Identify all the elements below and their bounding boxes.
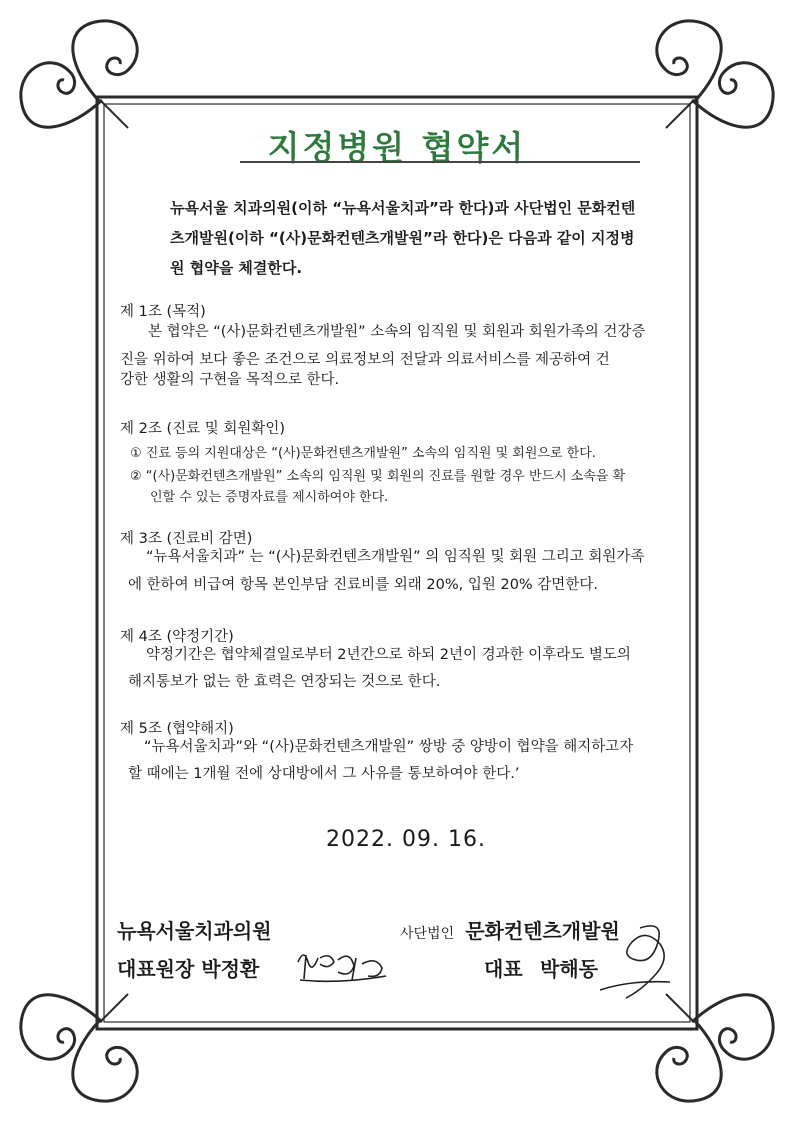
article-1-line-3: 강한 생활의 구현을 목적으로 한다. [120,372,340,388]
title-underline [240,161,640,163]
intro-line-2: 츠개발원(이하 “(사)문화컨텐츠개발원”라 한다)은 다음과 같이 지정병 [170,229,635,247]
document-title: 지정병원 협약서 [267,128,527,167]
article-4-line-2: 해지통보가 없는 한 효력은 연장되는 것으로 한다. [128,674,441,690]
intro-line-3: 원 협약을 체결한다. [170,259,303,277]
corner-ornament-top-left [21,21,137,128]
handwritten-signature-1 [298,955,386,981]
article-3-line-2: 에 한하여 비급여 항목 본인부담 진료비를 외래 20%, 입원 20% 감면한다. [128,577,598,593]
article-4-heading: 제 4조 (약정기간) [120,629,234,645]
party2-prefix: 사단법인 [400,926,455,942]
party2-organization: 문화컨텐츠개발원 [465,919,620,943]
article-3-heading: 제 3조 (진료비 감면) [120,531,253,547]
corner-ornament-top-right [657,21,773,128]
article-1-heading: 제 1조 (목적) [120,304,206,320]
article-5-line-2: 할 때에는 1개월 전에 상대방에서 그 사유를 통보하여야 한다.’ [128,766,520,782]
article-5-heading: 제 5조 (협약해지) [120,721,234,737]
party2-rep-name: 박해동 [540,957,598,981]
party2-organization-block [400,915,620,944]
article-5-line-1: “뉴욕서울치과”와 “(사)문화컨텐츠개발원” 쌍방 중 양방이 협약을 해지하고자 [144,739,634,755]
article-1-line-1: 본 협약은 “(사)문화컨텐츠개발원” 소속의 임직원 및 회원과 회원가족의 건강증 [148,324,646,340]
party1-organization: 뉴욕서울치과의원 [117,919,272,943]
article-4-line-1: 약정기간은 협약체결일로부터 2년간으로 하되 2년이 경과한 이후라도 별도의 [146,647,631,663]
article-2-line-3: 인할 수 있는 증명자료를 제시하여야 한다. [150,490,389,505]
article-2-line-1: ① 진료 등의 지원대상은 “(사)문화컨텐츠개발원” 소속의 임직원 및 회원으로 한다. [130,446,596,461]
party2-rep-title: 대표 [484,957,523,981]
intro-line-1: 뉴욕서울 치과의원(이하 “뉴욕서울치과”라 한다)과 사단법인 문화컨텐 [170,199,636,217]
party1-representative: 대표원장 박정환 [117,957,260,981]
corner-ornament-bottom-right [657,994,773,1101]
corner-ornament-bottom-left [21,994,137,1101]
article-1-line-2: 진을 위하여 보다 좋은 조건으로 의료정보의 전달과 의료서비스를 제공하여 건 [120,352,610,368]
article-2-line-2: ② “(사)문화컨텐츠개발원” 소속의 임직원 및 회원의 진료를 원할 경우 반드시 소속을 확 [130,469,626,484]
article-2-heading: 제 2조 (진료 및 회원확인) [120,421,286,437]
agreement-date: 2022. 09. 16. [326,827,486,852]
article-3-line-1: “뉴욕서울치과” 는 “(사)문화컨텐츠개발원” 의 임직원 및 회원 그리고 회원가족 [146,549,645,565]
